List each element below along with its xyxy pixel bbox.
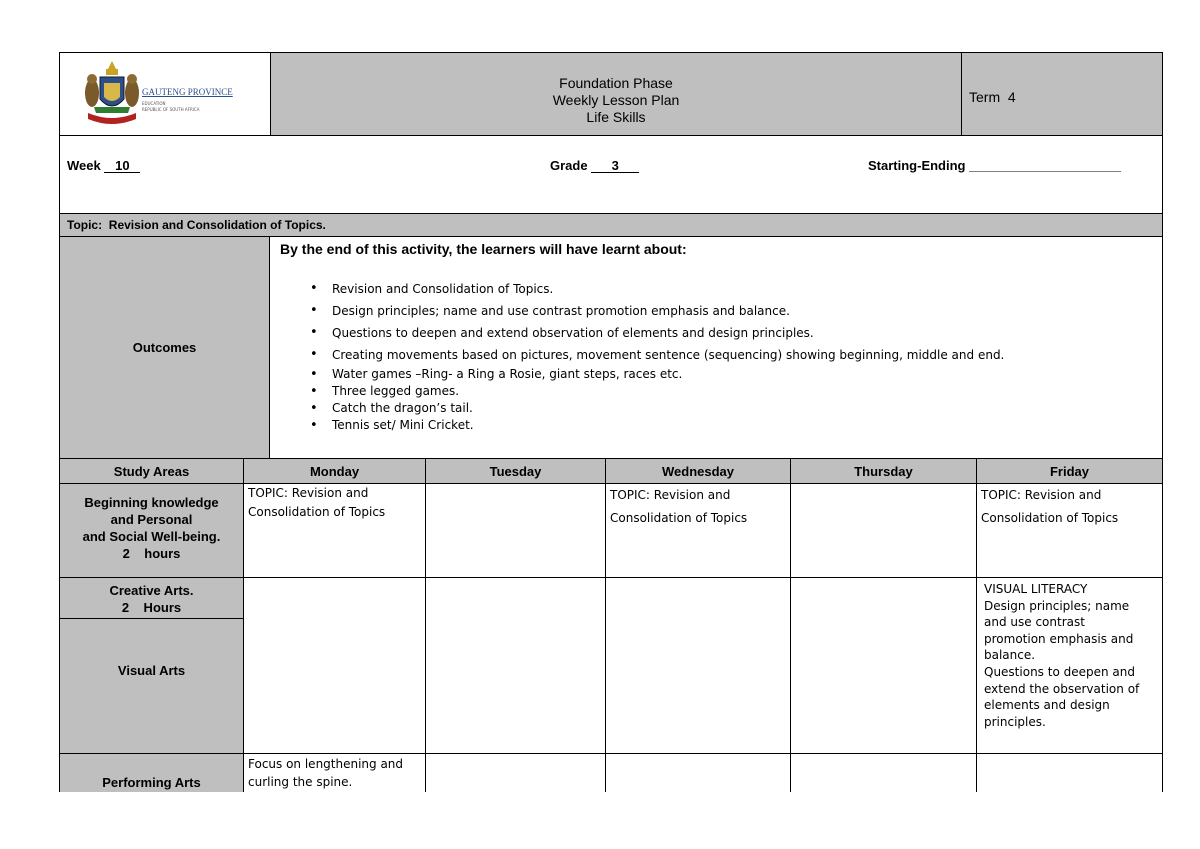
starting-ending-label: Starting-Ending bbox=[868, 158, 966, 173]
friday-va-line: balance. bbox=[984, 648, 1036, 663]
header-monday: Monday bbox=[243, 459, 425, 484]
outcomes-label-cell bbox=[60, 237, 269, 458]
list-item: • Water games –Ring- a Ring a Rosie, giant steps, races etc. bbox=[290, 366, 1162, 383]
study-area-label: 2 Hours bbox=[121, 600, 182, 615]
col-line bbox=[605, 484, 606, 792]
week-label: Week bbox=[67, 158, 101, 173]
col-line bbox=[243, 484, 244, 792]
study-area-label: and Personal bbox=[110, 512, 193, 527]
friday-va-line: promotion emphasis and bbox=[984, 631, 1134, 646]
outcomes-label: Outcomes bbox=[132, 340, 197, 355]
grade-label: Grade bbox=[550, 158, 588, 173]
friday-va-line: VISUAL LITERACY bbox=[984, 582, 1088, 596]
logo-subtext: EDUCATION bbox=[142, 101, 166, 106]
header-thursday: Thursday bbox=[790, 459, 976, 484]
info-row bbox=[60, 135, 1162, 213]
list-item: • Revision and Consolidation of Topics. bbox=[290, 278, 1162, 300]
starting-ending-value: _____________________ bbox=[969, 158, 1121, 173]
topic-text: Topic: Revision and Consolidation of Topics. bbox=[67, 218, 326, 232]
header-wednesday: Wednesday bbox=[605, 459, 790, 484]
list-item: • Questions to deepen and extend observation of elements and design principles. bbox=[290, 322, 1162, 344]
table-row bbox=[60, 484, 243, 577]
row-line bbox=[60, 618, 243, 619]
grade-value: 3 bbox=[591, 159, 639, 173]
topic-row bbox=[60, 213, 1162, 237]
study-area-label: Beginning knowledge bbox=[84, 495, 219, 510]
logo-subtext-2: REPUBLIC OF SOUTH AFRICA bbox=[142, 107, 200, 112]
col-line bbox=[790, 484, 791, 792]
list-item: • Tennis set/ Mini Cricket. bbox=[290, 417, 1162, 434]
header-friday: Friday bbox=[976, 459, 1162, 484]
col-line bbox=[425, 484, 426, 792]
term-label: Term 4 bbox=[969, 89, 1016, 105]
cell-wednesday-bk: TOPIC: Revision and Consolidation of Topics bbox=[610, 488, 748, 525]
cell-monday-bk: TOPIC: Revision and Consolidation of Topics bbox=[248, 486, 386, 519]
friday-va-line: principles. bbox=[984, 714, 1046, 729]
header-study-areas: Study Areas bbox=[113, 464, 190, 479]
friday-va-line: extend the observation of bbox=[984, 681, 1140, 696]
study-area-label: and Social Well-being. bbox=[82, 529, 221, 544]
study-area-label: 2 hours bbox=[122, 546, 181, 561]
logo-text: GAUTENG PROVINCE bbox=[142, 87, 233, 97]
frame-right bbox=[1162, 52, 1163, 792]
table-row bbox=[60, 754, 243, 792]
coat-of-arms-icon bbox=[82, 57, 142, 129]
header-title-cell bbox=[270, 53, 961, 135]
list-item: • Catch the dragon’s tail. bbox=[290, 400, 1162, 417]
outcomes-content-cell bbox=[269, 237, 1162, 458]
cell-monday-pa: Focus on lengthening and curling the spine. bbox=[248, 757, 404, 789]
list-item: • Three legged games. bbox=[290, 383, 1162, 400]
friday-va-line: and use contrast bbox=[984, 615, 1085, 630]
friday-va-line: Design principles; name bbox=[984, 598, 1130, 613]
list-item: • Design principles; name and use contrast promotion emphasis and balance. bbox=[290, 300, 1162, 322]
title-line-3: Life Skills bbox=[586, 109, 646, 125]
cell-friday-va bbox=[977, 581, 1161, 730]
study-area-label: Performing Arts bbox=[102, 775, 201, 790]
study-area-label: Creative Arts. bbox=[109, 583, 194, 598]
friday-va-line: elements and design bbox=[984, 698, 1110, 713]
title-line-1: Foundation Phase bbox=[559, 75, 673, 91]
logo-cell bbox=[60, 53, 270, 135]
header-tuesday: Tuesday bbox=[425, 459, 605, 484]
cell-friday-bk: TOPIC: Revision and Consolidation of Topics bbox=[981, 488, 1119, 525]
friday-va-line: Questions to deepen and bbox=[984, 664, 1135, 679]
week-value: 10 bbox=[104, 159, 140, 173]
term-cell bbox=[961, 53, 1162, 135]
outcomes-list bbox=[290, 278, 1162, 434]
list-item: • Creating movements based on pictures, movement sentence (sequencing) showing beginning, middle and end. bbox=[290, 344, 1162, 366]
visual-arts-label: Visual Arts bbox=[117, 663, 186, 678]
title-line-2: Weekly Lesson Plan bbox=[552, 92, 680, 108]
creative-arts-cell bbox=[60, 582, 243, 616]
outcomes-intro: By the end of this activity, the learners will have learnt about: bbox=[280, 241, 687, 257]
